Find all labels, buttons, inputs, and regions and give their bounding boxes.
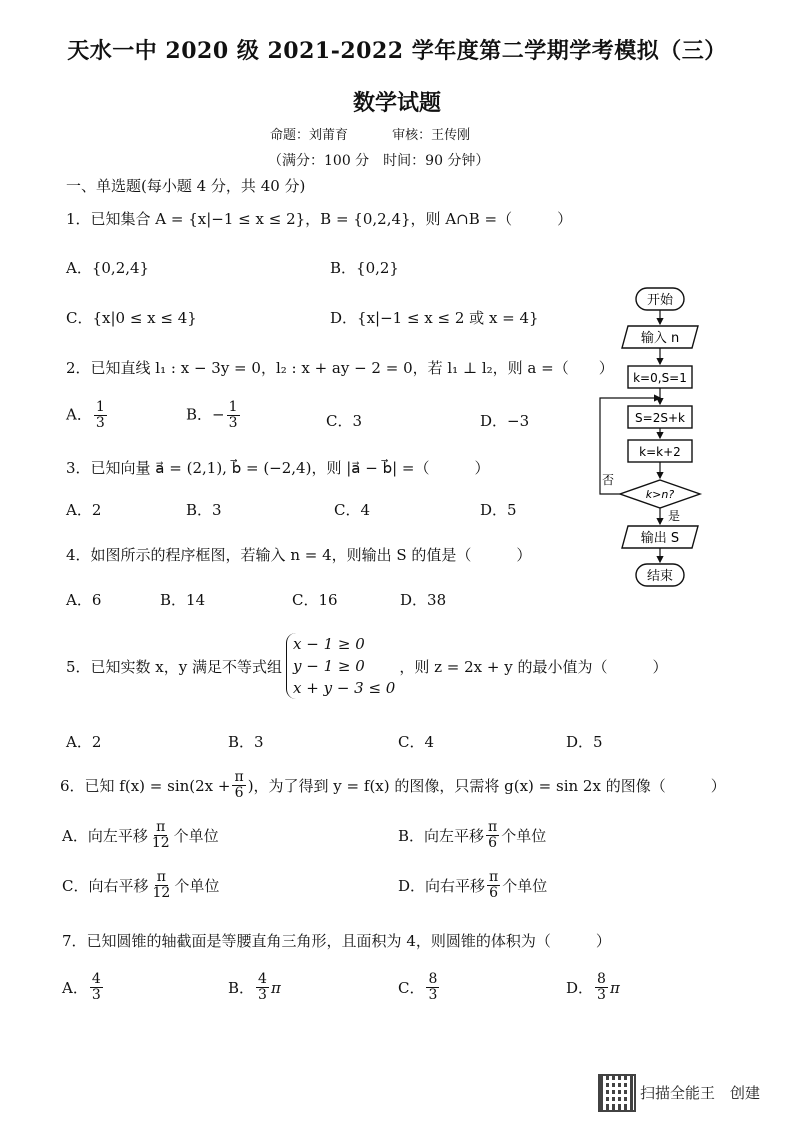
option-text: A．向左平移	[62, 827, 148, 845]
question-6-stem	[60, 770, 726, 801]
question-1-option-b: B．{0,2}	[330, 259, 399, 277]
fraction	[487, 870, 500, 901]
question-3-stem: 3．已知向量 a⃗ = (2,1), b⃗ = (−2,4)，则 |a⃗ − b⃗| =（ ）	[66, 459, 490, 477]
fraction	[150, 820, 172, 851]
question-1-option-d: D．{x|−1 ≤ x ≤ 2 或 x = 4}	[330, 309, 539, 327]
numerator: 4	[91, 971, 101, 987]
pi-symbol: π	[270, 978, 281, 997]
denominator: 3	[428, 987, 438, 1003]
numerator: π	[156, 869, 166, 885]
question-3-option-d: D．5	[480, 501, 517, 519]
author-line	[270, 124, 510, 143]
denominator: 12	[152, 885, 171, 901]
question-5-option-c: C．4	[398, 733, 435, 751]
inequality-3: x + y − 3 ≤ 0	[293, 679, 396, 697]
question-6-option-b	[398, 820, 546, 851]
question-5-option-b: B．3	[228, 733, 264, 751]
option-label: C．	[398, 979, 425, 997]
question-4-stem: 4．如图所示的程序框图，若输入 n = 4，则输出 S 的值是（ ）	[66, 546, 532, 564]
option-label: A．	[62, 979, 88, 997]
denominator: 3	[91, 987, 101, 1003]
exam-subtitle: 数学试题	[352, 90, 441, 116]
question-2-option-c: C．3	[326, 412, 363, 430]
denominator: 3	[597, 987, 606, 1003]
question-5-stem-end: ，则 z = 2x + y 的最小值为（ ）	[399, 657, 668, 676]
question-1-option-c: C．{x|0 ≤ x ≤ 4}	[66, 309, 197, 327]
option-unit: 个单位	[174, 877, 220, 895]
input-label: 输入 n	[640, 331, 680, 346]
question-4-option-c: C．16	[292, 591, 338, 609]
inequality-1: x − 1 ≥ 0	[293, 635, 365, 653]
fraction	[256, 972, 269, 1003]
question-7-option-a	[62, 972, 105, 1003]
option-label: A．	[66, 405, 92, 424]
denominator: 3	[95, 415, 105, 431]
program-flowchart	[588, 282, 728, 592]
question-7-option-c	[398, 972, 441, 1003]
question-5-stem-start: 5．已知实数 x，y 满足不等式组	[66, 657, 283, 676]
question-2-option-d: D．−3	[480, 412, 530, 430]
option-label: B．−	[186, 405, 225, 424]
question-4-option-a: A．6	[66, 591, 102, 609]
inequality-2: y − 1 ≥ 0	[293, 657, 365, 675]
option-label: D．	[566, 979, 594, 997]
pi-symbol: π	[609, 978, 620, 997]
question-4-option-b: B．14	[160, 591, 206, 609]
denominator: 3	[228, 415, 238, 431]
update-s-label: S=2S+k	[635, 411, 685, 425]
init-label: k=0,S=1	[633, 371, 687, 385]
numerator: π	[156, 819, 166, 835]
condition-label: k>n?	[645, 488, 675, 501]
flowchart-svg	[588, 282, 728, 592]
question-6-option-d	[398, 870, 547, 901]
option-text: C．向右平移	[62, 877, 149, 895]
numerator: 1	[228, 399, 238, 415]
denominator: 3	[258, 987, 267, 1003]
question-1-option-a: A．{0,2,4}	[66, 259, 150, 277]
start-label: 开始	[646, 293, 674, 308]
denominator: 12	[151, 835, 170, 851]
question-6-stem-start: 6．已知 f(x) = sin(2x +	[60, 777, 231, 795]
question-5-option-d: D．5	[566, 733, 603, 751]
yes-label: 是	[668, 509, 681, 523]
exam-meta: （满分：100 分 时间：90 分钟）	[268, 153, 490, 169]
numerator: 8	[428, 971, 438, 987]
question-5-option-a: A．2	[66, 733, 102, 751]
question-3-option-b: B．3	[186, 501, 222, 519]
numerator: 8	[597, 971, 606, 987]
question-6-stem-end: )，为了得到 y = f(x) 的图像，只需将 g(x) = sin 2x 的图像（ ）	[247, 777, 726, 795]
exam-title: 天水一中 2020 级 2021-2022 学年度第二学期学考模拟（三）	[67, 38, 727, 64]
question-7-stem: 7．已知圆锥的轴截面是等腰直角三角形，且面积为 4，则圆锥的体积为（ ）	[62, 932, 611, 950]
fraction	[595, 972, 608, 1003]
numerator: π	[488, 819, 498, 835]
option-unit: 个单位	[173, 827, 219, 845]
question-2-option-b	[186, 400, 242, 431]
fraction	[150, 870, 172, 901]
numerator: 1	[95, 399, 105, 415]
fraction	[90, 972, 103, 1003]
fraction	[227, 400, 240, 431]
option-unit: 个单位	[502, 877, 548, 895]
fraction	[426, 972, 439, 1003]
numerator: 4	[258, 971, 267, 987]
end-label: 结束	[646, 569, 674, 584]
fraction	[232, 770, 245, 801]
reviewer: 审核：王传刚	[392, 128, 471, 143]
output-label: 输出 S	[640, 531, 680, 546]
option-text: B．向左平移	[398, 827, 485, 845]
section-heading: 一、单选题(每小题 4 分，共 40 分)	[66, 177, 306, 195]
denominator: 6	[489, 885, 499, 901]
author: 命题：刘莆育	[270, 128, 349, 143]
scanner-watermark: 扫描全能王 创建	[640, 1084, 761, 1102]
qr-code-icon	[598, 1074, 636, 1112]
question-6-option-a	[62, 820, 219, 851]
no-label: 否	[602, 473, 615, 487]
fraction	[94, 400, 107, 431]
question-4-option-d: D．38	[400, 591, 447, 609]
option-unit: 个单位	[501, 827, 547, 845]
inequality-system	[286, 633, 395, 699]
question-5-stem	[66, 633, 668, 699]
question-2-option-a	[66, 400, 109, 431]
question-7-option-b	[228, 972, 281, 1003]
question-3-option-a: A．2	[66, 501, 102, 519]
fraction	[486, 820, 499, 851]
question-3-option-c: C．4	[334, 501, 371, 519]
question-7-option-d	[566, 972, 620, 1003]
denominator: 6	[234, 785, 244, 801]
numerator: π	[234, 769, 244, 785]
update-k-label: k=k+2	[639, 445, 681, 459]
question-1-stem: 1．已知集合 A = {x|−1 ≤ x ≤ 2}，B = {0,2,4}，则 A∩B =（ ）	[66, 210, 573, 228]
option-label: B．	[228, 979, 255, 997]
option-text: D．向右平移	[398, 877, 486, 895]
question-2-stem: 2．已知直线 l₁ : x − 3y = 0，l₂ : x + ay − 2 = 0，若 l₁ ⊥ l₂，则 a =（ ）	[66, 359, 614, 377]
denominator: 6	[488, 835, 498, 851]
numerator: π	[489, 869, 499, 885]
question-6-option-c	[62, 870, 219, 901]
